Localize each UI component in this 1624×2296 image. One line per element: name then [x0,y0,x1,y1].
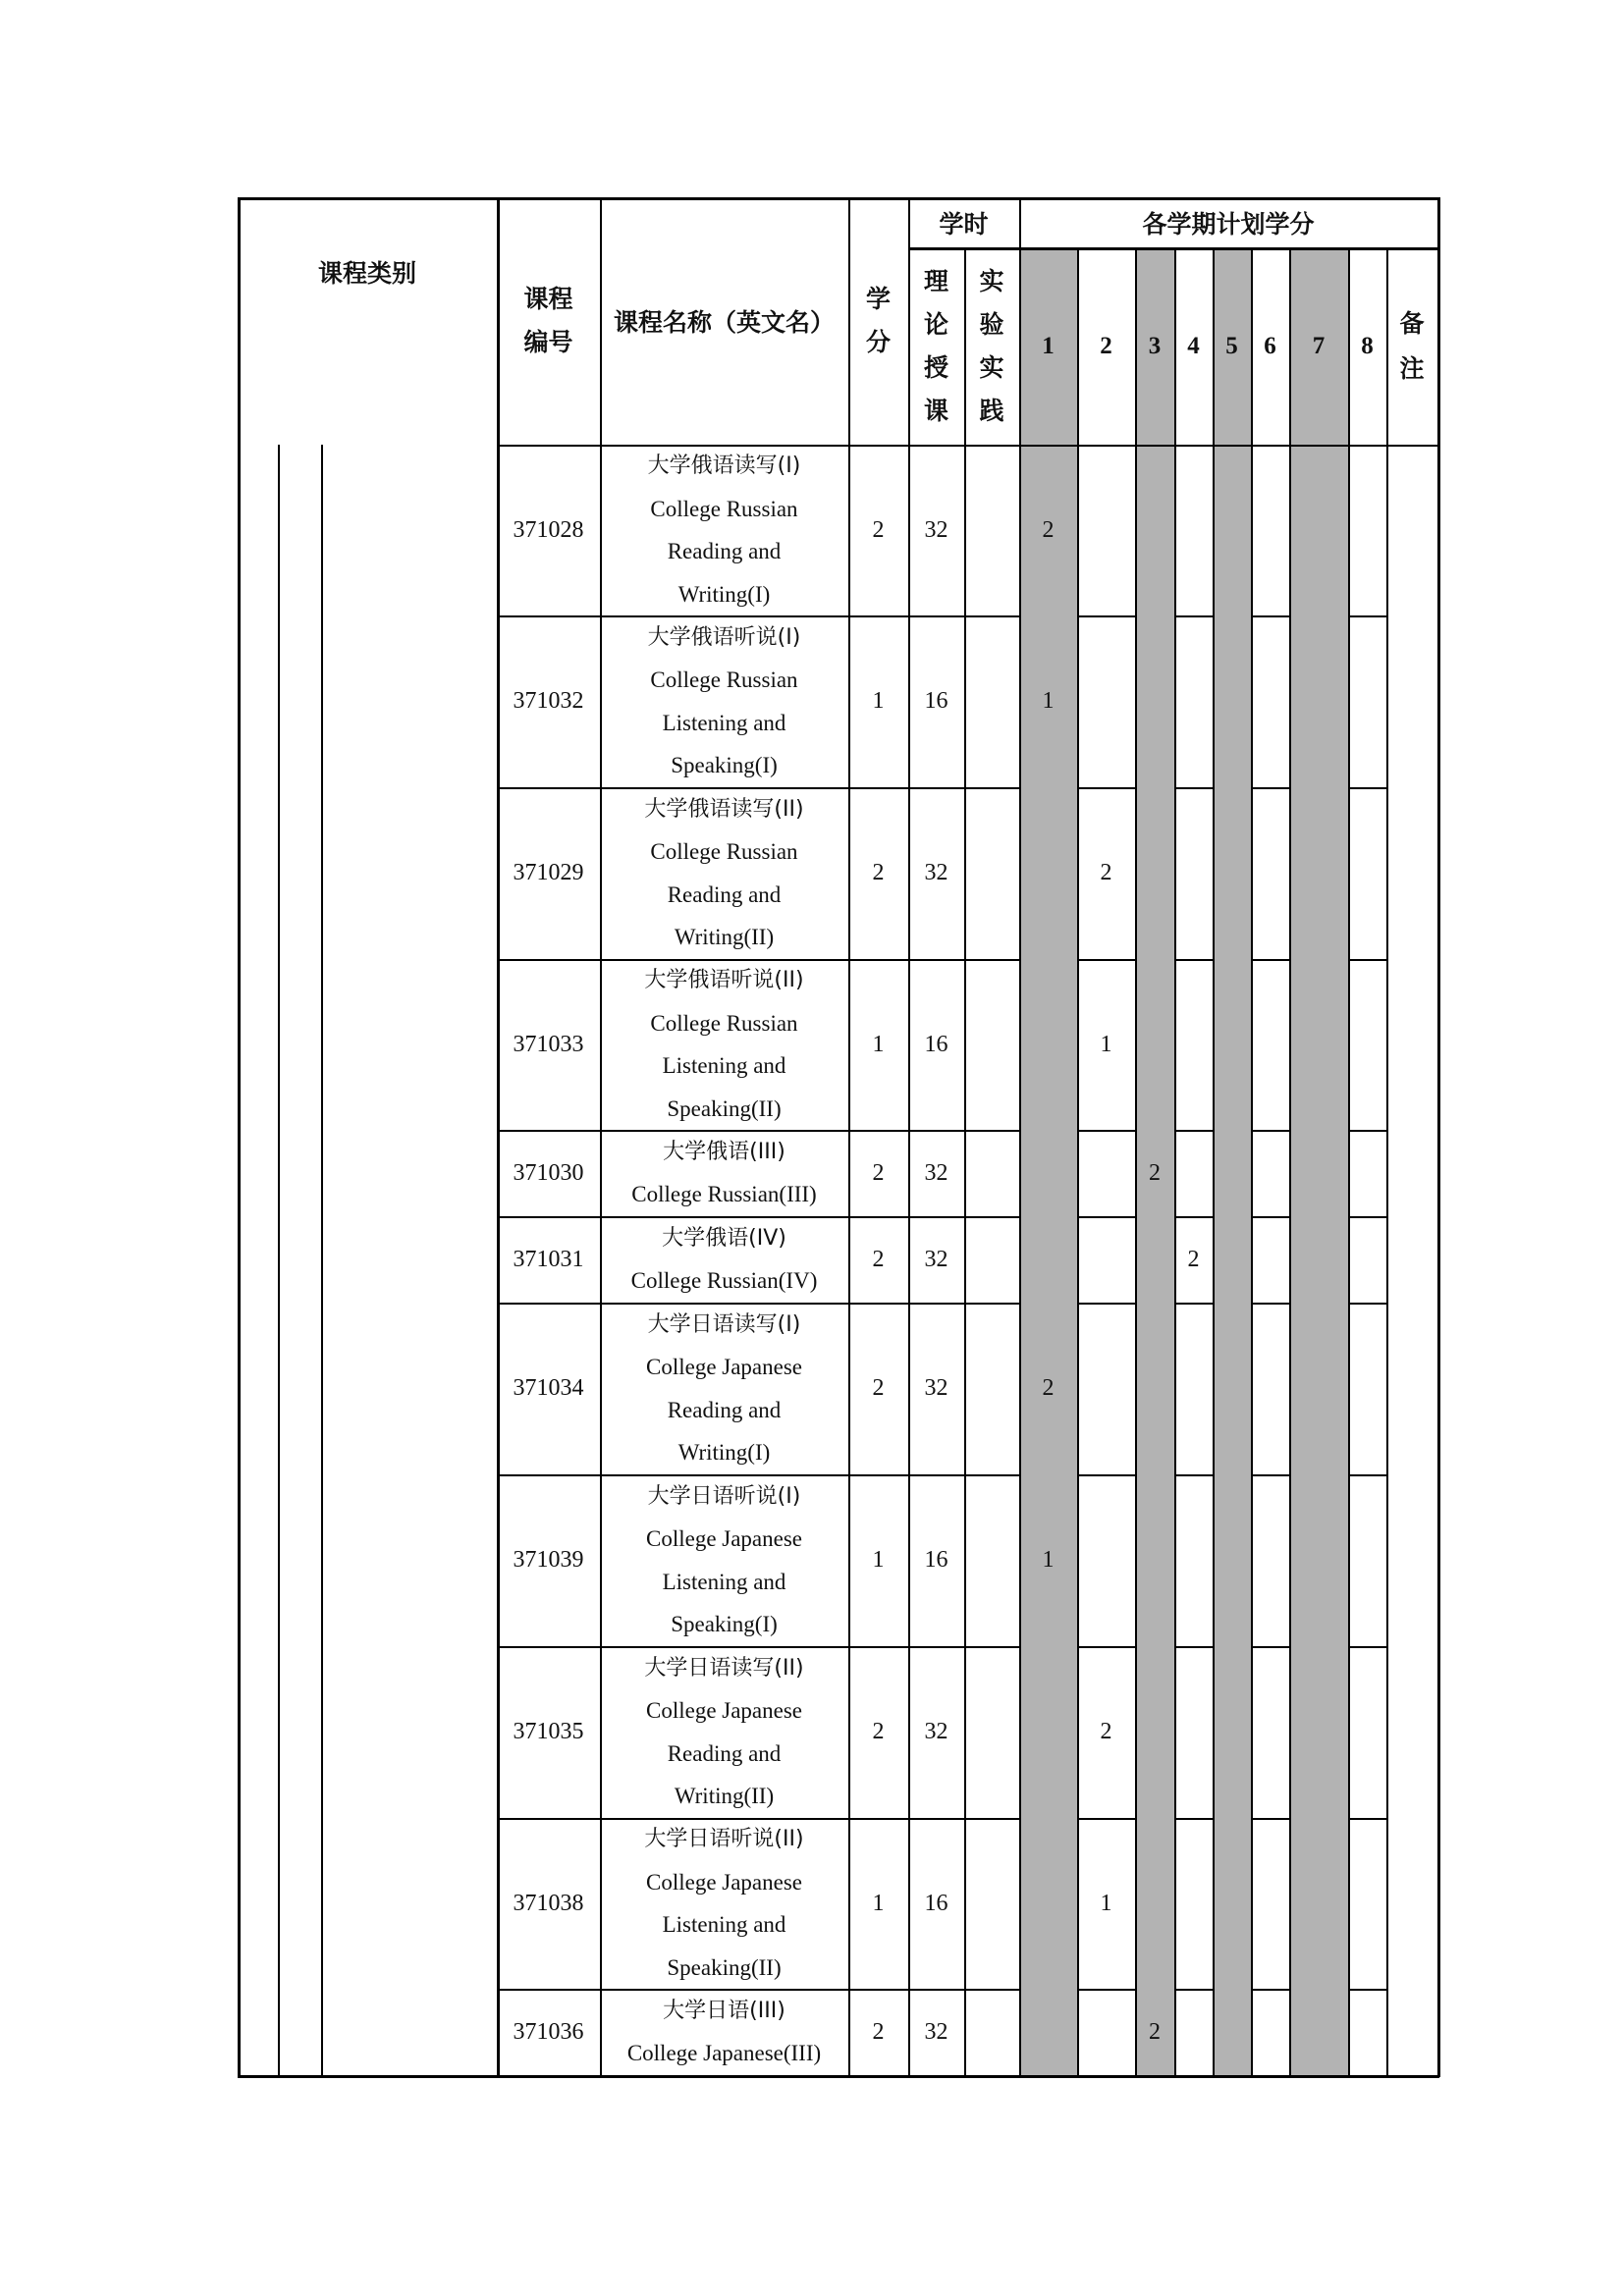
row-line [1251,787,1291,789]
row-line [1077,1303,1137,1305]
course-name-line: Listening and [662,1569,786,1594]
row-line [1174,787,1215,789]
table-bottom-border [238,2075,1439,2078]
course-credits: 2 [872,1375,885,1401]
row-line [1174,1646,1215,1648]
row-line [1348,1989,1388,1991]
row-line [1348,1474,1388,1476]
course-code: 371032 [513,688,584,714]
course-name-line: Reading and [667,881,782,907]
column-line [848,197,850,2077]
header-credits-line: 学 [865,285,891,313]
row-line [1174,1130,1215,1132]
course-name-line: Writing(I) [677,1440,771,1465]
row-line [1251,1130,1291,1132]
course-credits: 1 [872,688,885,714]
row-line [1251,959,1291,961]
course-practice-hours [964,445,1019,615]
course-name-line: College Japanese [645,1869,803,1895]
header-practice-hours-line: 验 [979,309,1004,339]
row-line [1251,1474,1291,1476]
course-name-line: College Russian [650,496,798,521]
course-credits: 2 [872,1159,885,1186]
row-line [1251,1646,1291,1648]
semester-credit: 2 [1187,1246,1200,1272]
semester-credit: 2 [1149,1159,1161,1186]
row-line [1077,1474,1137,1476]
course-name-line: Reading and [667,539,782,563]
course-name-line: 大学日语读写(I) [647,1311,801,1337]
header-semester-3: 3 [1148,332,1162,359]
column-line [1386,247,1388,2077]
header-hours: 学时 [939,209,989,239]
course-code: 371033 [513,1031,584,1057]
header-remarks [1386,247,1437,445]
row-line [1348,1216,1388,1218]
course-name-line: 大学俄语读写(II) [644,796,804,822]
header-theory-hours-line: 论 [923,309,948,339]
course-theory-hours: 32 [924,1719,948,1744]
course-name-line: College Japanese [645,1698,803,1723]
table-top-border [238,197,1439,200]
course-theory-hours: 16 [924,1031,948,1057]
header-semester-8: 8 [1361,332,1374,359]
course-theory-hours: 32 [924,1159,948,1186]
course-name-line: 大学日语听说(I) [647,1483,801,1509]
header-semester-2: 2 [1100,332,1112,359]
header-remarks-line: 注 [1399,353,1425,383]
course-name [600,1303,848,1474]
course-name-line: College Japanese [645,1355,803,1379]
row-line [1348,959,1388,961]
row-line [1077,1989,1137,1991]
course-name-line: 大学俄语(III) [663,1139,785,1164]
course-name [600,445,848,615]
row-line [497,1130,1021,1132]
header-credits-line: 分 [865,328,891,356]
course-practice-hours [964,1474,1019,1646]
row-line [1077,1818,1137,1820]
header-practice-hours [964,247,1019,445]
course-name-line: College Russian [650,1010,798,1036]
course-name [600,1989,848,2075]
semester-credit: 2 [1100,1719,1112,1744]
header-theory-hours-line: 课 [923,396,948,425]
header-credits [848,197,908,445]
course-name-line: Listening and [662,1053,786,1078]
row-line [497,787,1021,789]
header-semester-7: 7 [1312,332,1326,359]
course-theory-hours: 32 [924,1375,948,1401]
header-category: 课程类别 [317,259,416,288]
column-line [964,247,966,2077]
row-line [1348,787,1388,789]
row-line [1251,615,1291,617]
row-line [1174,615,1215,617]
column-line [1251,247,1253,2077]
header-semester-5: 5 [1225,332,1238,359]
course-name-line: Speaking(I) [671,1612,778,1636]
course-theory-hours: 32 [924,860,948,885]
row-line [497,1646,1021,1648]
course-theory-hours: 16 [924,688,948,714]
row-line [497,615,1021,617]
course-name-line: Writing(II) [674,925,775,949]
semester-credit: 2 [1149,2018,1161,2045]
row-line [1077,615,1137,617]
header-semester-plan: 各学期计划学分 [1142,209,1315,239]
header-practice-hours-line: 践 [979,396,1004,425]
header-bottom-line [497,445,1439,447]
course-theory-hours: 16 [924,1547,948,1573]
category-nest-line [278,445,280,2077]
semester-credit: 1 [1042,1547,1055,1573]
semester-5-shading [1213,247,1251,2075]
semester-7-shading [1289,247,1348,2075]
row-line [1174,1303,1215,1305]
course-credits: 2 [872,2018,885,2045]
course-practice-hours [964,1818,1019,1989]
course-credits: 2 [872,860,885,885]
course-name-line: College Russian [650,839,798,864]
header-course-code-line: 编号 [523,328,573,356]
course-code: 371029 [513,860,584,885]
column-line [1174,247,1176,2077]
semester-credit: 2 [1042,1375,1055,1401]
course-name-line: Writing(II) [674,1784,775,1808]
course-code: 371030 [513,1159,584,1186]
course-name [600,1818,848,1989]
header-theory-hours [908,247,964,445]
header-theory-hours-line: 理 [923,266,948,295]
course-name-line: 大学俄语(IV) [662,1225,786,1251]
header-semester-1: 1 [1042,332,1055,359]
row-line [1174,1216,1215,1218]
header-semester-6: 6 [1264,332,1276,359]
row-line [1251,1989,1291,1991]
column-line [908,197,910,2077]
course-theory-hours: 32 [924,1246,948,1272]
row-line [1174,959,1215,961]
semester-credit: 1 [1100,1890,1112,1916]
course-code: 371035 [513,1719,584,1744]
course-code: 371028 [513,516,584,543]
column-line [1019,197,1021,2077]
course-practice-hours [964,1130,1019,1216]
course-name-line: Reading and [667,1397,782,1422]
column-line [1077,247,1079,2077]
column-line [600,197,602,2077]
course-name [600,959,848,1130]
course-credits: 1 [872,1547,885,1573]
header-course-name: 课程名称（英文名） [613,308,835,337]
header-semester-4: 4 [1187,332,1200,359]
column-line [1348,247,1350,2077]
row-line [497,1216,1021,1218]
table-right-border [1437,197,1440,2077]
row-line [497,1818,1021,1820]
course-credits: 1 [872,1031,885,1057]
semester-credit: 2 [1100,860,1112,885]
course-name-line: 大学日语读写(II) [644,1655,804,1681]
row-line [1251,1818,1291,1820]
header-remarks-line: 备 [1399,308,1425,338]
row-line [1348,1130,1388,1132]
semester-credit: 2 [1042,516,1055,543]
course-practice-hours [964,1216,1019,1303]
column-line [1213,247,1215,2077]
row-line [1348,615,1388,617]
course-credits: 2 [872,516,885,543]
category-nest-line [321,445,323,2077]
course-name-line: Reading and [667,1740,782,1766]
column-line [497,197,500,2077]
course-code: 371039 [513,1547,584,1573]
course-practice-hours [964,1989,1019,2075]
course-name-line: 大学俄语听说(II) [644,968,804,992]
course-name [600,1216,848,1303]
course-practice-hours [964,787,1019,959]
row-line [497,1474,1021,1476]
course-practice-hours [964,959,1019,1130]
row-line [1077,787,1137,789]
course-name [600,787,848,959]
table-left-border [238,197,241,2077]
row-line [1077,1216,1137,1218]
row-line [1174,1474,1215,1476]
row-line [497,959,1021,961]
course-credits: 2 [872,1246,885,1272]
row-line [497,1303,1021,1305]
header-course-code-line: 课程 [523,285,573,313]
header-theory-hours-line: 授 [923,352,948,382]
course-theory-hours: 32 [924,2018,948,2045]
course-theory-hours: 16 [924,1890,948,1916]
course-code: 371031 [513,1246,584,1272]
row-line [1348,1303,1388,1305]
row-line [1174,1989,1215,1991]
row-line [1251,1303,1291,1305]
course-name-line: College Russian(III) [631,1182,817,1206]
course-practice-hours [964,1303,1019,1474]
course-code: 371034 [513,1375,584,1401]
course-name [600,1130,848,1216]
course-code: 371036 [513,2018,584,2045]
header-practice-hours-line: 实 [979,352,1004,382]
row-line [1251,1216,1291,1218]
course-name-line: 大学俄语读写(I) [647,454,801,478]
course-name-line: 大学日语听说(II) [644,1827,804,1851]
course-name-line: College Russian [650,667,798,692]
course-name-line: Listening and [662,710,786,735]
course-name [600,1474,848,1646]
course-name [600,615,848,787]
row-line [1348,1646,1388,1648]
course-name-line: Listening and [662,1912,786,1937]
course-name-line: Speaking(II) [667,1095,782,1121]
course-name-line: 大学俄语听说(I) [647,624,801,650]
course-name-line: Speaking(I) [671,753,778,777]
row-line [1077,1130,1137,1132]
header-practice-hours-line: 实 [979,266,1004,295]
course-name-line: College Japanese(III) [626,2041,822,2065]
course-practice-hours [964,1646,1019,1818]
course-name-line: College Japanese [645,1526,803,1551]
row-line [1174,1818,1215,1820]
semester-credit: 1 [1100,1031,1112,1057]
course-theory-hours: 32 [924,516,948,543]
header-course-code [497,197,600,445]
course-code: 371038 [513,1890,584,1916]
course-name-line: Writing(I) [677,581,771,607]
course-name-line: College Russian(IV) [630,1268,818,1293]
course-credits: 2 [872,1719,885,1744]
course-name-line: 大学日语(III) [663,1998,785,2023]
course-credits: 1 [872,1890,885,1916]
semester-credit: 1 [1042,688,1055,714]
row-line [497,1989,1021,1991]
course-name-line: Speaking(II) [667,1954,782,1980]
course-name [600,1646,848,1818]
course-practice-hours [964,615,1019,787]
row-line [1077,1646,1137,1648]
column-line [1135,247,1137,2077]
column-line [1289,247,1291,2077]
row-line [1348,1818,1388,1820]
row-line [1077,959,1137,961]
